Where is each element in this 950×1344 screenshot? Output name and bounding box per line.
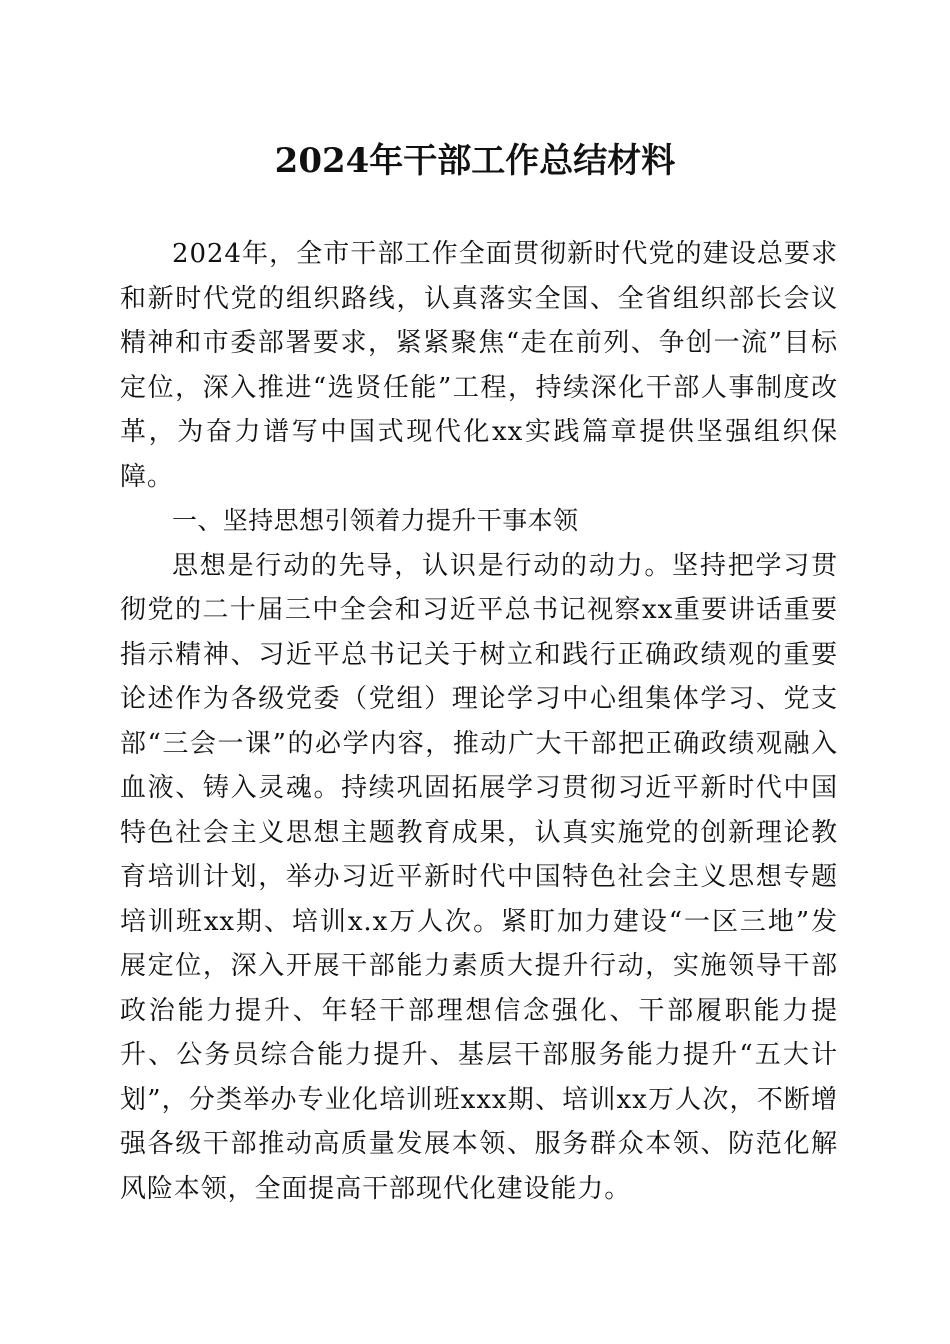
section-1-paragraph: 思想是行动的先导，认识是行动的动力。坚持把学习贯彻党的二十届三中全会和习近平总书记视察xx重要讲话重要指示精神、习近平总书记关于树立和践行正确政绩观的重要论述作为各级党委（党组）理论学习中心组集体学习、党支部“三会一课”的必学内容，推动广大干部把正确政绩观融入血液、铸入灵魂。持续巩固拓展学习贯彻习近平新时代中国特色社会主义思想主题教育成果，认真实施党的创新理论教育培训计划，举办习近平新时代中国特色社会主义思想专题培训班xx期、培训x.x万人次。紧盯加力建设“一区三地”发展定位，深入开展干部能力素质大提升行动，实施领导干部政治能力提升、年轻干部理想信念强化、干部履职能力提升、公务员综合能力提升、基层干部服务能力提升“五大计划”，分类举办专业化培训班xxx期、培训xx万人次，不断增强各级干部推动高质量发展本领、服务群众本领、防范化解风险本领，全面提高干部现代化建设能力。 — [120, 550, 838, 1204]
document-body — [120, 232, 838, 1211]
document-title: 2024年干部工作总结材料 — [274, 141, 676, 181]
intro-paragraph: 2024年，全市干部工作全面贯彻新时代党的建设总要求和新时代党的组织路线，认真落实全国、全省组织部长会议精神和市委部署要求，紧紧聚焦“走在前列、争创一流”目标定位，深入推进“选贤任能”工程，持续深化干部人事制度改革，为奋力谱写中国式现代化xx实践篇章提供坚强组织保障。 — [120, 239, 838, 492]
section-heading-1: 一、坚持思想引领着力提升干事本领 — [172, 506, 579, 535]
